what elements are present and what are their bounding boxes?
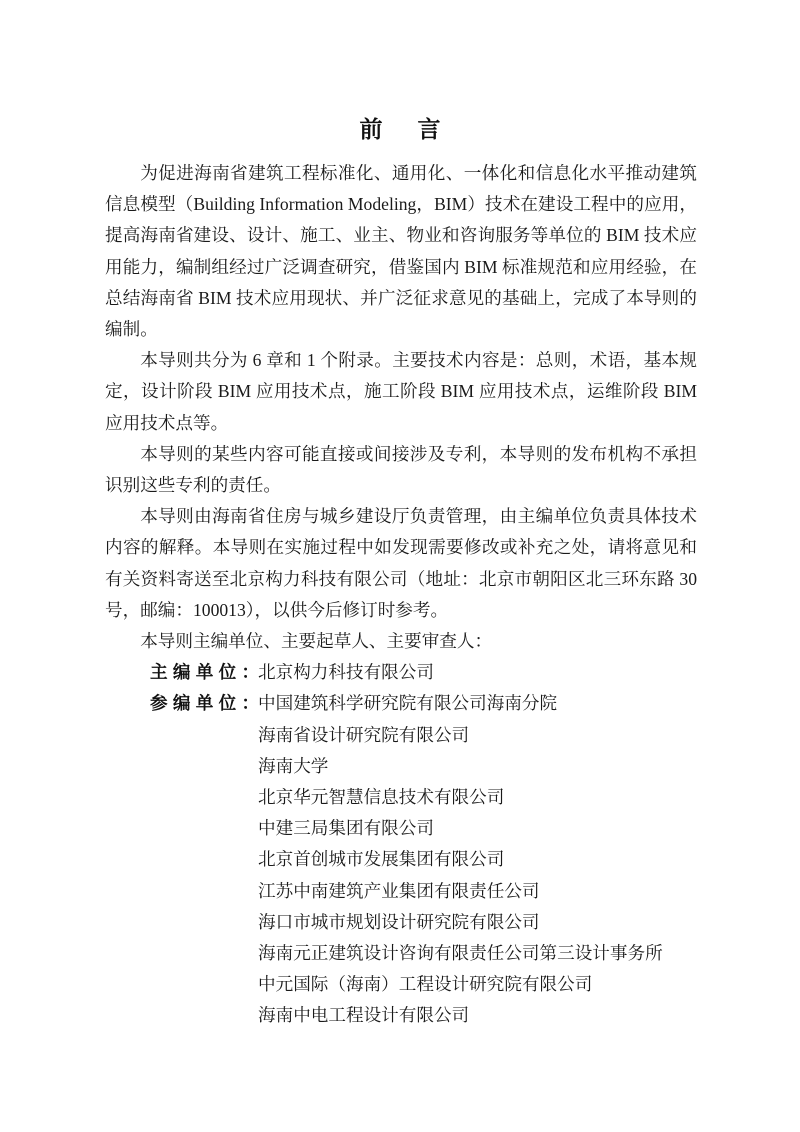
- paragraph-structure: 本导则共分为 6 章和 1 个附录。主要技术内容是：总则，术语，基本规定，设计阶段 BIM 应用技术点，施工阶段 BIM 应用技术点，运维阶段 BIM 应用技术点等。: [105, 350, 697, 433]
- chief-editor-row: [105, 657, 697, 688]
- participating-unit-item: 海南省设计研究院有限公司: [258, 724, 470, 745]
- participating-units-label: 参编单位：: [150, 693, 265, 714]
- credits-block: [105, 657, 697, 1031]
- chief-editor-value: 北京构力科技有限公司: [258, 662, 434, 683]
- participating-unit-item: 中元国际（海南）工程设计研究院有限公司: [258, 974, 593, 995]
- participating-unit-item: 海南元正建筑设计咨询有限责任公司第三设计事务所: [258, 943, 663, 964]
- document-body: [105, 158, 697, 1032]
- page-title: 前 言: [359, 117, 447, 143]
- participating-unit-item: 海口市城市规划设计研究院有限公司: [258, 911, 540, 932]
- participating-units-row: [105, 688, 697, 719]
- participating-unit-item: 北京首创城市发展集团有限公司: [258, 849, 505, 870]
- participating-unit-item: 江苏中南建筑产业集团有限责任公司: [258, 880, 540, 901]
- paragraph-administration: 本导则由海南省住房与城乡建设厅负责管理，由主编单位负责具体技术内容的解释。本导则在实施过程中如发现需要修改或补充之处，请将意见和有关资料寄送至北京构力科技有限公司（地址：北京市朝阳区北三环东路 30 号，邮编：100013），以供今后修订时参考。: [105, 506, 697, 620]
- participating-unit-item: 中建三局集团有限公司: [258, 818, 434, 839]
- participating-unit-item: 海南大学: [258, 755, 329, 776]
- paragraph-purpose: 为促进海南省建筑工程标准化、通用化、一体化和信息化水平推动建筑信息模型（Building Information Modeling，BIM）技术在建设工程中的应用，提高海南省建设、设计、施工、业主、物业和咨询服务等单位的 BIM 技术应用能力，编制组经过广泛调查研究，借鉴国内 BIM 标准规范和应用经验，在总结海南省 BIM 技术应用现状、并广泛征求意见的基础上，完成了本导则的编制。: [105, 163, 697, 340]
- participating-unit-item: 北京华元智慧信息技术有限公司: [258, 787, 505, 808]
- chief-editor-label: 主编单位：: [150, 662, 265, 683]
- participating-unit-item: 中国建筑科学研究院有限公司海南分院: [258, 693, 558, 714]
- paragraph-credits-intro: 本导则主编单位、主要起草人、主要审查人：: [140, 631, 493, 652]
- participating-unit-item: 海南中电工程设计有限公司: [258, 1005, 470, 1026]
- paragraph-patent-notice: 本导则的某些内容可能直接或间接涉及专利，本导则的发布机构不承担识别这些专利的责任。: [105, 443, 697, 496]
